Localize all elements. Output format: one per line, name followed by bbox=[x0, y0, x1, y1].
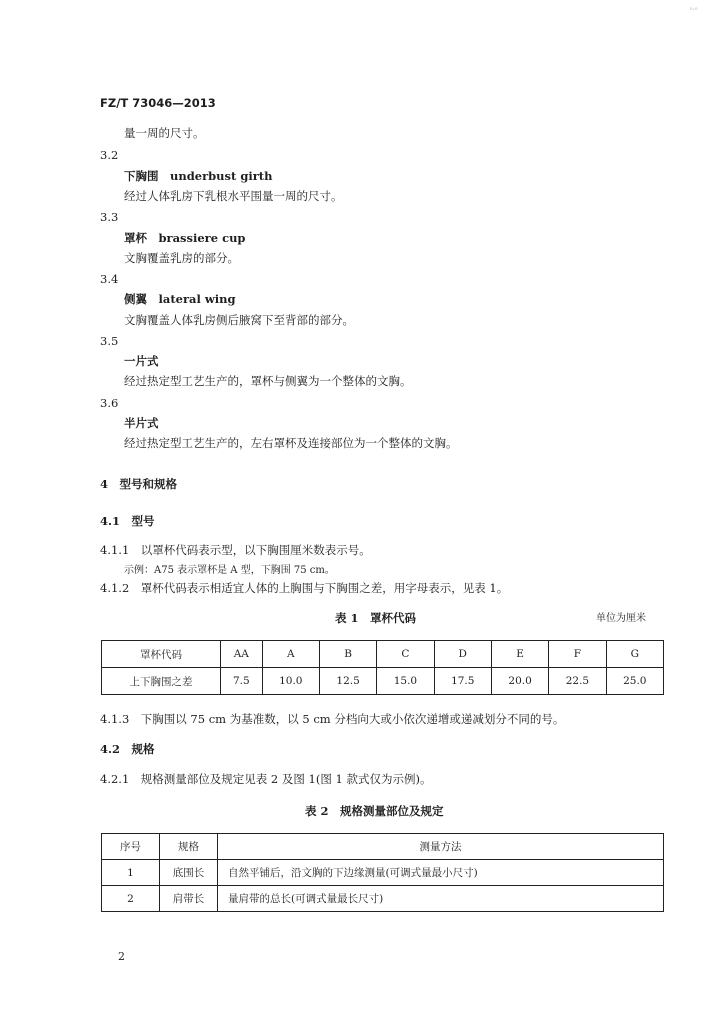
term-title: 半片式 bbox=[124, 416, 159, 430]
term-title: 一片式 bbox=[124, 354, 159, 368]
clause-number: 3.2 bbox=[100, 148, 119, 162]
table-cell: 15.0 bbox=[377, 668, 434, 695]
clause-number: 3.4 bbox=[100, 272, 119, 286]
clause-text: 4.1.2 罩杯代码表示相适宜人体的上胸围与下胸围之差，用字母表示，见表 1。 bbox=[100, 581, 509, 595]
term-definition: 文胸覆盖乳房的部分。 bbox=[124, 251, 239, 265]
term-title: 罩杯 brassiere cup bbox=[124, 231, 246, 245]
example-note: 示例：A75 表示罩杯是 A 型，下胸围 75 cm。 bbox=[124, 565, 335, 576]
subsection-heading: 4.2 规格 bbox=[100, 742, 155, 756]
table-row bbox=[102, 886, 664, 912]
table-cell: F bbox=[549, 641, 606, 668]
text-line: 量一周的尺寸。 bbox=[124, 126, 205, 140]
clause-text: 4.1.3 下胸围以 75 cm 为基准数，以 5 cm 分档向大或小依次递增或递减划分不同的号。 bbox=[100, 712, 565, 726]
clause-number: 3.6 bbox=[100, 396, 119, 410]
table-cell: 10.0 bbox=[262, 668, 319, 695]
table1-unit: 单位为厘米 bbox=[596, 613, 646, 624]
row-label: 上下胸围之差 bbox=[102, 668, 221, 695]
clause-text: 4.1.1 以罩杯代码表示型，以下胸围厘米数表示号。 bbox=[100, 543, 371, 557]
table-cell: 1 bbox=[102, 860, 160, 886]
clause-text: 4.2.1 规格测量部位及规定见表 2 及图 1(图 1 款式仅为示例)。 bbox=[100, 772, 432, 786]
term-title: 下胸围 underbust girth bbox=[124, 169, 273, 183]
page-number: 2 bbox=[118, 950, 125, 963]
table-row bbox=[102, 641, 664, 668]
term-title: 侧翼 lateral wing bbox=[124, 292, 236, 306]
clause-number: 3.3 bbox=[100, 210, 119, 224]
table-cell: 22.5 bbox=[549, 668, 606, 695]
table2-caption: 表 2 规格测量部位及规定 bbox=[305, 804, 444, 818]
column-header: 规格 bbox=[160, 834, 218, 860]
table1-caption: 表 1 罩杯代码 bbox=[335, 611, 417, 625]
table-cell: AA bbox=[221, 641, 263, 668]
table-row bbox=[102, 668, 664, 695]
table-row bbox=[102, 860, 664, 886]
table-cell: 量肩带的总长(可调式量最长尺寸) bbox=[218, 886, 664, 912]
table-cell: 25.0 bbox=[606, 668, 663, 695]
table-cell: 7.5 bbox=[221, 668, 263, 695]
column-header: 序号 bbox=[102, 834, 160, 860]
clause-number: 3.5 bbox=[100, 334, 119, 348]
table-header-row bbox=[102, 834, 664, 860]
table-cell: 17.5 bbox=[434, 668, 491, 695]
table-cell: 20.0 bbox=[491, 668, 548, 695]
column-header: 测量方法 bbox=[218, 834, 664, 860]
table-cell: A bbox=[262, 641, 319, 668]
term-definition: 经过人体乳房下乳根水平围量一周的尺寸。 bbox=[124, 189, 343, 203]
table-cell: G bbox=[606, 641, 663, 668]
term-definition: 经过热定型工艺生产的，左右罩杯及连接部位为一个整体的文胸。 bbox=[124, 436, 458, 450]
term-definition: 经过热定型工艺生产的，罩杯与侧翼为一个整体的文胸。 bbox=[124, 374, 412, 388]
table-cell: 底围长 bbox=[160, 860, 218, 886]
scan-mark: ᵒ·ᵒ bbox=[690, 6, 698, 14]
subsection-heading: 4.1 型号 bbox=[100, 514, 155, 528]
standard-header: FZ/T 73046—2013 bbox=[100, 96, 216, 110]
table-cell: C bbox=[377, 641, 434, 668]
table-cell: 12.5 bbox=[319, 668, 376, 695]
table-cell: 自然平铺后，沿文胸的下边缘测量(可调式量最小尺寸) bbox=[218, 860, 664, 886]
section-heading: 4 型号和规格 bbox=[100, 477, 178, 491]
cup-code-table bbox=[101, 640, 664, 695]
table-cell: 2 bbox=[102, 886, 160, 912]
table-cell: B bbox=[319, 641, 376, 668]
table-cell: E bbox=[491, 641, 548, 668]
term-definition: 文胸覆盖人体乳房侧后腋窝下至背部的部分。 bbox=[124, 313, 354, 327]
table-cell: D bbox=[434, 641, 491, 668]
row-label: 罩杯代码 bbox=[102, 641, 221, 668]
measurement-table bbox=[101, 833, 664, 912]
table-cell: 肩带长 bbox=[160, 886, 218, 912]
